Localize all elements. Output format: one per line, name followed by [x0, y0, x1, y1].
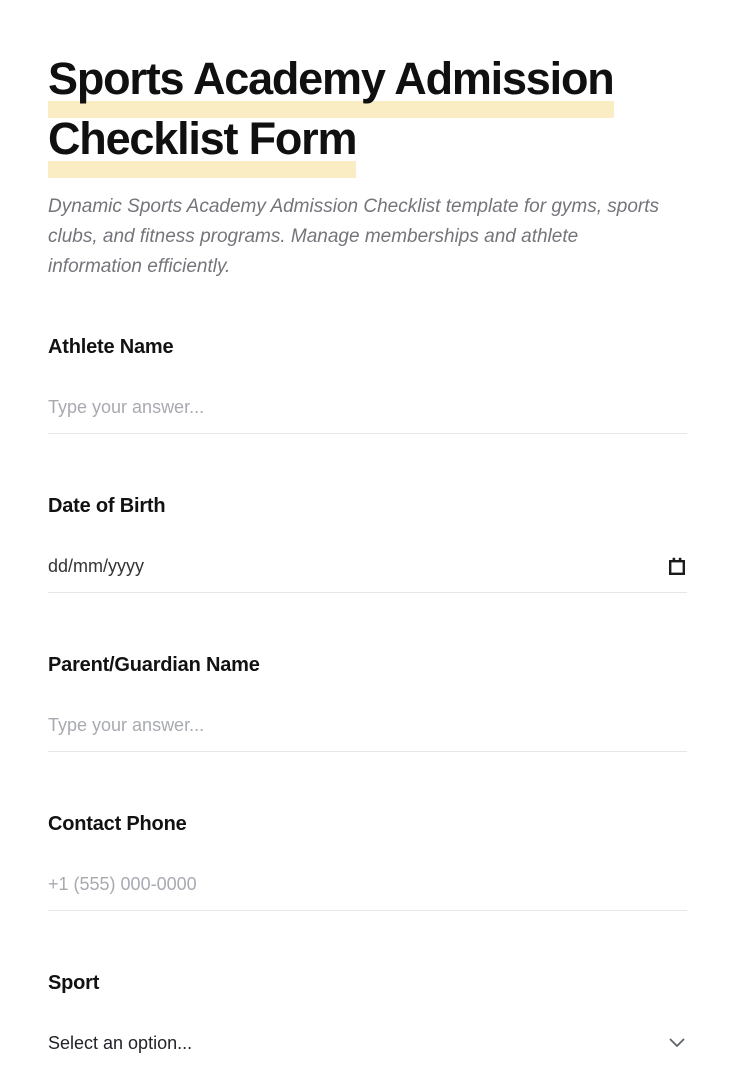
contact-phone-label: Contact Phone: [48, 812, 187, 835]
page-title-line-1: Sports Academy Admission: [48, 52, 614, 118]
date-of-birth-placeholder[interactable]: dd/mm/yyyy: [48, 555, 145, 576]
parent-guardian-name-input[interactable]: [48, 715, 687, 736]
contact-phone-input[interactable]: [48, 874, 687, 895]
field-sport: [48, 972, 687, 1069]
page-title: [48, 52, 687, 172]
field-date-of-birth: [48, 495, 687, 593]
date-of-birth-label: Date of Birth: [48, 494, 166, 517]
athlete-name-input-row: [48, 397, 687, 434]
form-description: Dynamic Sports Academy Admission Checklist template for gyms, sports clubs, and fitness programs. Manage memberships and athlete information efficiently.: [48, 195, 660, 277]
calendar-icon[interactable]: [667, 556, 687, 576]
sport-select[interactable]: [48, 1033, 687, 1069]
contact-phone-input-row: [48, 874, 687, 911]
sport-select-value[interactable]: Select an option...: [48, 1032, 193, 1053]
chevron-down-icon[interactable]: [667, 1033, 687, 1053]
sport-label: Sport: [48, 971, 100, 994]
athlete-name-label: Athlete Name: [48, 335, 174, 358]
field-athlete-name: [48, 336, 687, 434]
field-parent-guardian-name: [48, 654, 687, 752]
parent-guardian-name-label: Parent/Guardian Name: [48, 653, 260, 676]
athlete-name-input[interactable]: [48, 397, 687, 418]
parent-guardian-name-input-row: [48, 715, 687, 752]
field-contact-phone: [48, 813, 687, 911]
page-title-line-2: Checklist Form: [48, 112, 356, 178]
date-of-birth-input[interactable]: [48, 556, 687, 593]
